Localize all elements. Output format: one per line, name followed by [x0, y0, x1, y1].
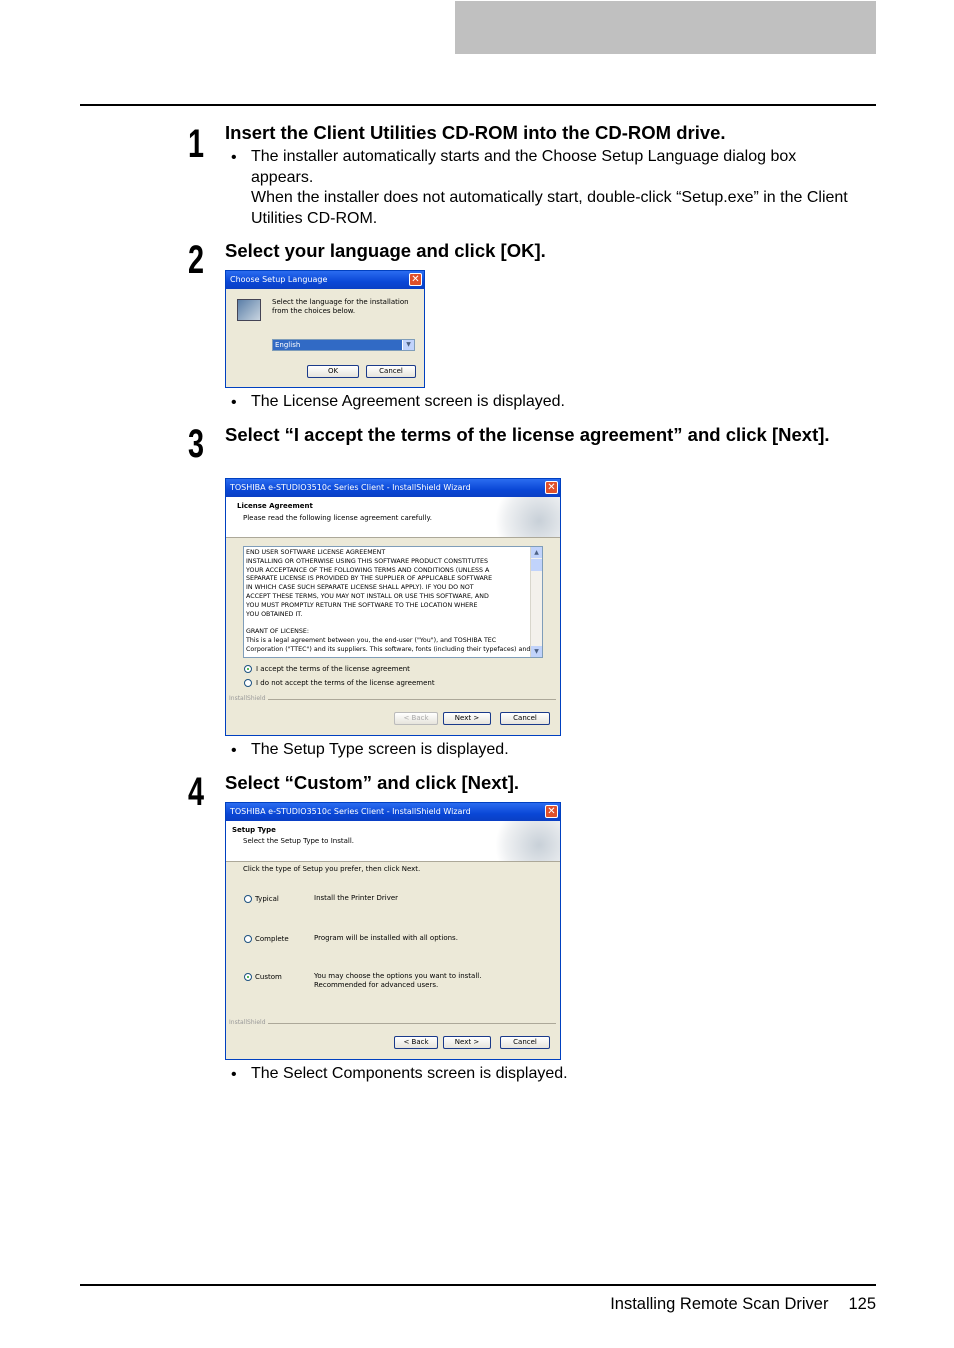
complete-label[interactable]: Complete — [255, 935, 289, 943]
ok-button[interactable]: OK — [307, 365, 359, 378]
step-3-title: Select “I accept the terms of the license agreement” and click [Next]. — [225, 424, 830, 445]
setup-type-dialog — [225, 802, 561, 1060]
typical-radio[interactable] — [244, 895, 252, 903]
decline-radio[interactable] — [244, 679, 252, 687]
close-icon[interactable]: ✕ — [545, 481, 558, 494]
footer-rule — [80, 1284, 876, 1286]
accept-label[interactable]: I accept the terms of the license agreement — [256, 665, 410, 673]
language-selected-value: English — [273, 340, 402, 350]
custom-radio[interactable] — [244, 973, 252, 981]
scroll-thumb[interactable] — [531, 559, 542, 571]
chevron-down-icon[interactable]: ▼ — [403, 340, 414, 350]
step-1-title: Insert the Client Utilities CD-ROM into the CD-ROM drive. — [225, 122, 726, 143]
dialog-title: TOSHIBA e-STUDIO3510c Series Client - InstallShield Wizard — [226, 803, 560, 821]
language-select[interactable] — [272, 339, 415, 351]
bullet-symbol: • — [231, 1066, 237, 1083]
dialog-title: TOSHIBA e-STUDIO3510c Series Client - InstallShield Wizard — [226, 479, 560, 497]
license-textbox[interactable] — [243, 546, 543, 658]
wizard-graphic — [490, 497, 560, 537]
next-button[interactable]: Next > — [443, 1036, 491, 1049]
cancel-button[interactable]: Cancel — [500, 1036, 550, 1049]
installshield-brand: InstallShield — [229, 1019, 266, 1026]
setup-instruction: Click the type of Setup you prefer, then click Next. — [243, 865, 421, 873]
step-2-number: 2 — [188, 238, 203, 282]
accept-radio[interactable] — [244, 665, 252, 673]
chapter-tab — [455, 1, 876, 54]
decline-label[interactable]: I do not accept the terms of the license agreement — [256, 679, 435, 687]
custom-description: You may choose the options you want to install. Recommended for advanced users. — [314, 972, 482, 989]
scrollbar[interactable] — [530, 547, 542, 657]
step-3-bullet: The Setup Type screen is displayed. — [251, 741, 509, 758]
header-title: License Agreement — [237, 502, 313, 510]
scroll-up-icon[interactable]: ▲ — [531, 547, 542, 558]
bullet-symbol: • — [231, 742, 237, 759]
page-footer — [560, 1295, 876, 1314]
step-2-title: Select your language and click [OK]. — [225, 240, 546, 261]
footer-separator — [268, 699, 556, 700]
step-1-number: 1 — [188, 122, 203, 166]
cancel-button[interactable]: Cancel — [500, 712, 550, 725]
header-subtitle: Please read the following license agreement carefully. — [243, 514, 432, 522]
header-title: Setup Type — [232, 826, 276, 834]
typical-label[interactable]: Typical — [255, 895, 279, 903]
header-subtitle: Select the Setup Type to Install. — [243, 837, 354, 845]
back-button[interactable]: < Back — [394, 1036, 438, 1049]
choose-language-dialog — [225, 270, 425, 388]
header-rule — [80, 104, 876, 106]
close-icon[interactable]: ✕ — [409, 273, 422, 286]
dialog-title: Choose Setup Language — [226, 271, 424, 289]
step-1-bullet: The installer automatically starts and the Choose Setup Language dialog box appears. — [251, 148, 797, 186]
custom-label[interactable]: Custom — [255, 973, 282, 981]
license-text: END USER SOFTWARE LICENSE AGREEMENT INSTALLING OR OTHERWISE USING THIS SOFTWARE PRODUCT CONSTITUTES YOUR ACCEPTANCE OF THE FOLLOWING TERMS AND CONDITIONS (UNLESS A SEPARATE LICENSE IS PROVIDED BY THE SUPPLIER OF APPLICABLE SOFTWARE IN WHICH CASE SUCH SEPARATE LICENSE SHALL APPLY). IF YOU DO NOT ACCEPT THESE TERMS, YOU MAY NOT INSTALL OR USE THIS SOFTWARE, AND YOU MUST PROMPTLY RETURN THE SOFTWARE TO THE LOCATION WHERE YOU OBTAINED IT. GRANT OF LICENSE: This is a legal agreement between you, the end-user ("You"), and TOSHIBA TEC Corporation ("TTEC") and its suppliers. This software, fonts (including their typefaces) and — [246, 549, 531, 653]
step-3-number: 3 — [188, 422, 203, 466]
close-icon[interactable]: ✕ — [545, 805, 558, 818]
setup-icon — [237, 299, 261, 321]
scroll-down-icon[interactable]: ▼ — [531, 646, 542, 657]
complete-description: Program will be installed with all options. — [314, 934, 458, 942]
step-2-bullet: The License Agreement screen is displayed. — [251, 393, 565, 410]
step-4-number: 4 — [188, 770, 203, 814]
footer-section: Installing Remote Scan Driver — [610, 1295, 829, 1313]
typical-description: Install the Printer Driver — [314, 894, 399, 902]
step-4-bullet: The Select Components screen is displayed. — [251, 1065, 568, 1082]
step-4-title: Select “Custom” and click [Next]. — [225, 772, 520, 793]
language-prompt: Select the language for the installation from the choices below. — [272, 298, 409, 315]
complete-radio[interactable] — [244, 935, 252, 943]
license-agreement-dialog — [225, 478, 561, 736]
next-button[interactable]: Next > — [443, 712, 491, 725]
back-button[interactable]: < Back — [394, 712, 438, 725]
page-number: 125 — [848, 1295, 876, 1313]
wizard-graphic — [490, 821, 560, 861]
step-1-note: When the installer does not automatically start, double-click “Setup.exe” in the Client Utilities CD-ROM. — [251, 189, 848, 227]
bullet-symbol: • — [231, 394, 237, 411]
bullet-symbol: • — [231, 149, 237, 166]
installshield-brand: InstallShield — [229, 695, 266, 702]
cancel-button[interactable]: Cancel — [366, 365, 416, 378]
footer-separator — [268, 1023, 556, 1024]
